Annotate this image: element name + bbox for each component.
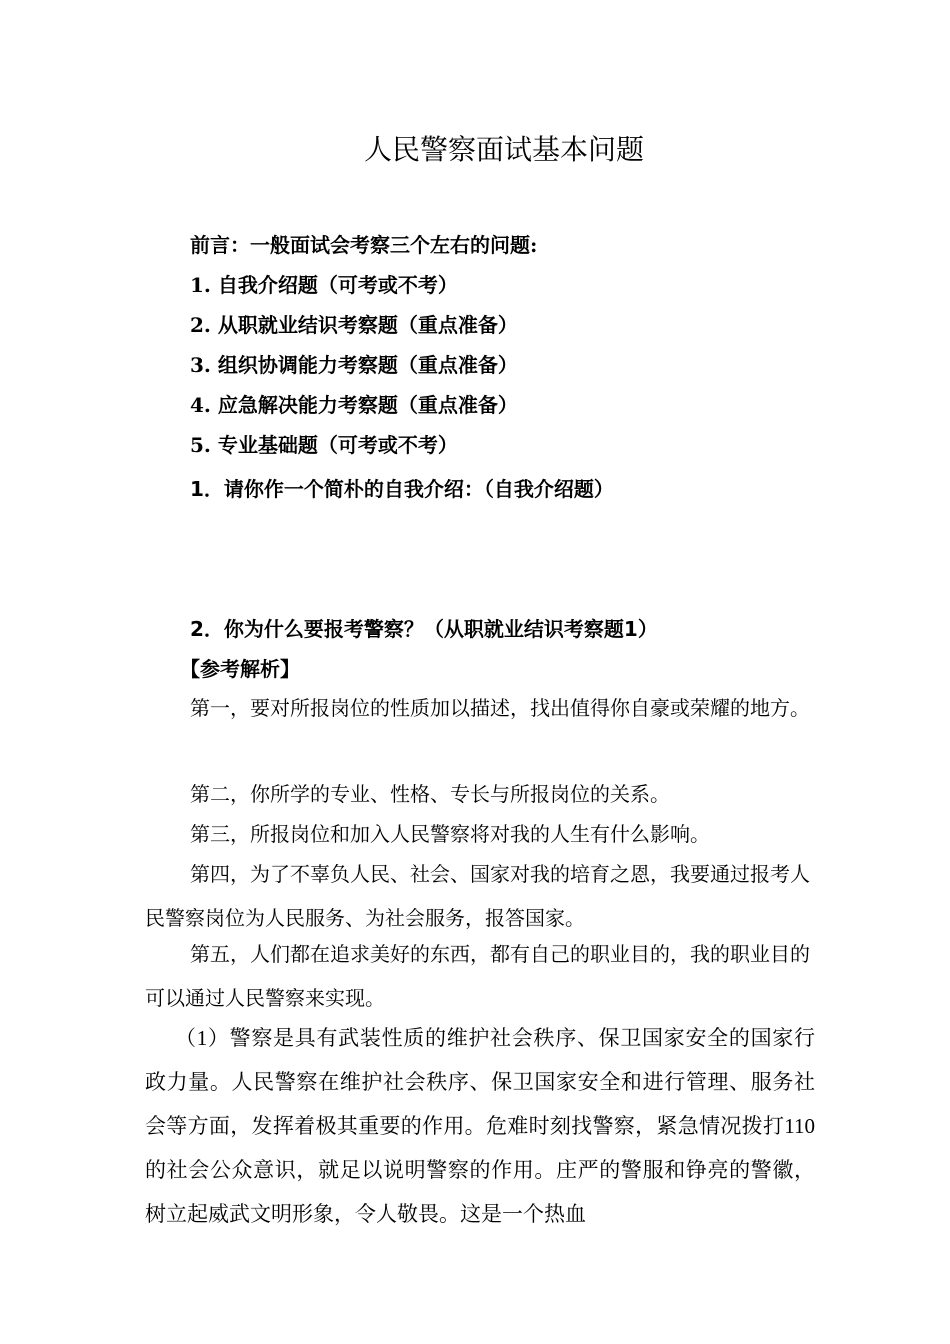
analysis-point-3: 第三，所报岗位和加入人民警察将对我的人生有什么影响。 <box>190 822 710 846</box>
analysis-point-2: 第二，你所学的专业、性格、专长与所报岗位的关系。 <box>190 782 670 806</box>
body-paragraph: （1）警察是具有武装性质的维护社会秩序、保卫国家安全的国家行政力量。人民警察在维护社会秩序、保卫国家安全和进行管理、服务社会等方面，发挥着极其重要的作用。危难时刻找警察，紧急情况拨打110的社会公众意识，就足以说明警察的作用。庄严的警服和铮亮的警徽，树立起威武文明形象，令人敬畏。这是一个热血 <box>145 1026 815 1226</box>
question-heading-1: 1．请你作一个简朴的自我介绍：（自我介绍题） <box>190 477 614 501</box>
list-item: 3. 组织协调能力考察题（重点准备） <box>190 353 518 377</box>
question-heading-2: 2．你为什么要报考警察？（从职就业结识考察题1） <box>190 617 658 641</box>
analysis-point-4: 第四，为了不辜负人民、社会、国家对我的培育之恩，我要通过报考人民警察岗位为人民服务、为社会服务，报答国家。 <box>145 862 810 930</box>
analysis-point-1: 第一，要对所报岗位的性质加以描述，找出值得你自豪或荣耀的地方。 <box>190 696 810 720</box>
analysis-label: 【参考解析】 <box>180 657 300 681</box>
preface-text: 前言：一般面试会考察三个左右的问题: <box>190 233 538 257</box>
list-item: 2. 从职就业结识考察题（重点准备） <box>190 313 518 337</box>
list-item: 1. 自我介绍题（可考或不考） <box>190 273 458 297</box>
list-item: 4. 应急解决能力考察题（重点准备） <box>190 393 518 417</box>
list-item: 5. 专业基础题（可考或不考） <box>190 433 458 457</box>
page-title: 人民警察面试基本问题 <box>363 133 644 166</box>
analysis-point-5: 第五，人们都在追求美好的东西，都有自己的职业目的，我的职业目的可以通过人民警察来实现。 <box>145 942 810 1010</box>
